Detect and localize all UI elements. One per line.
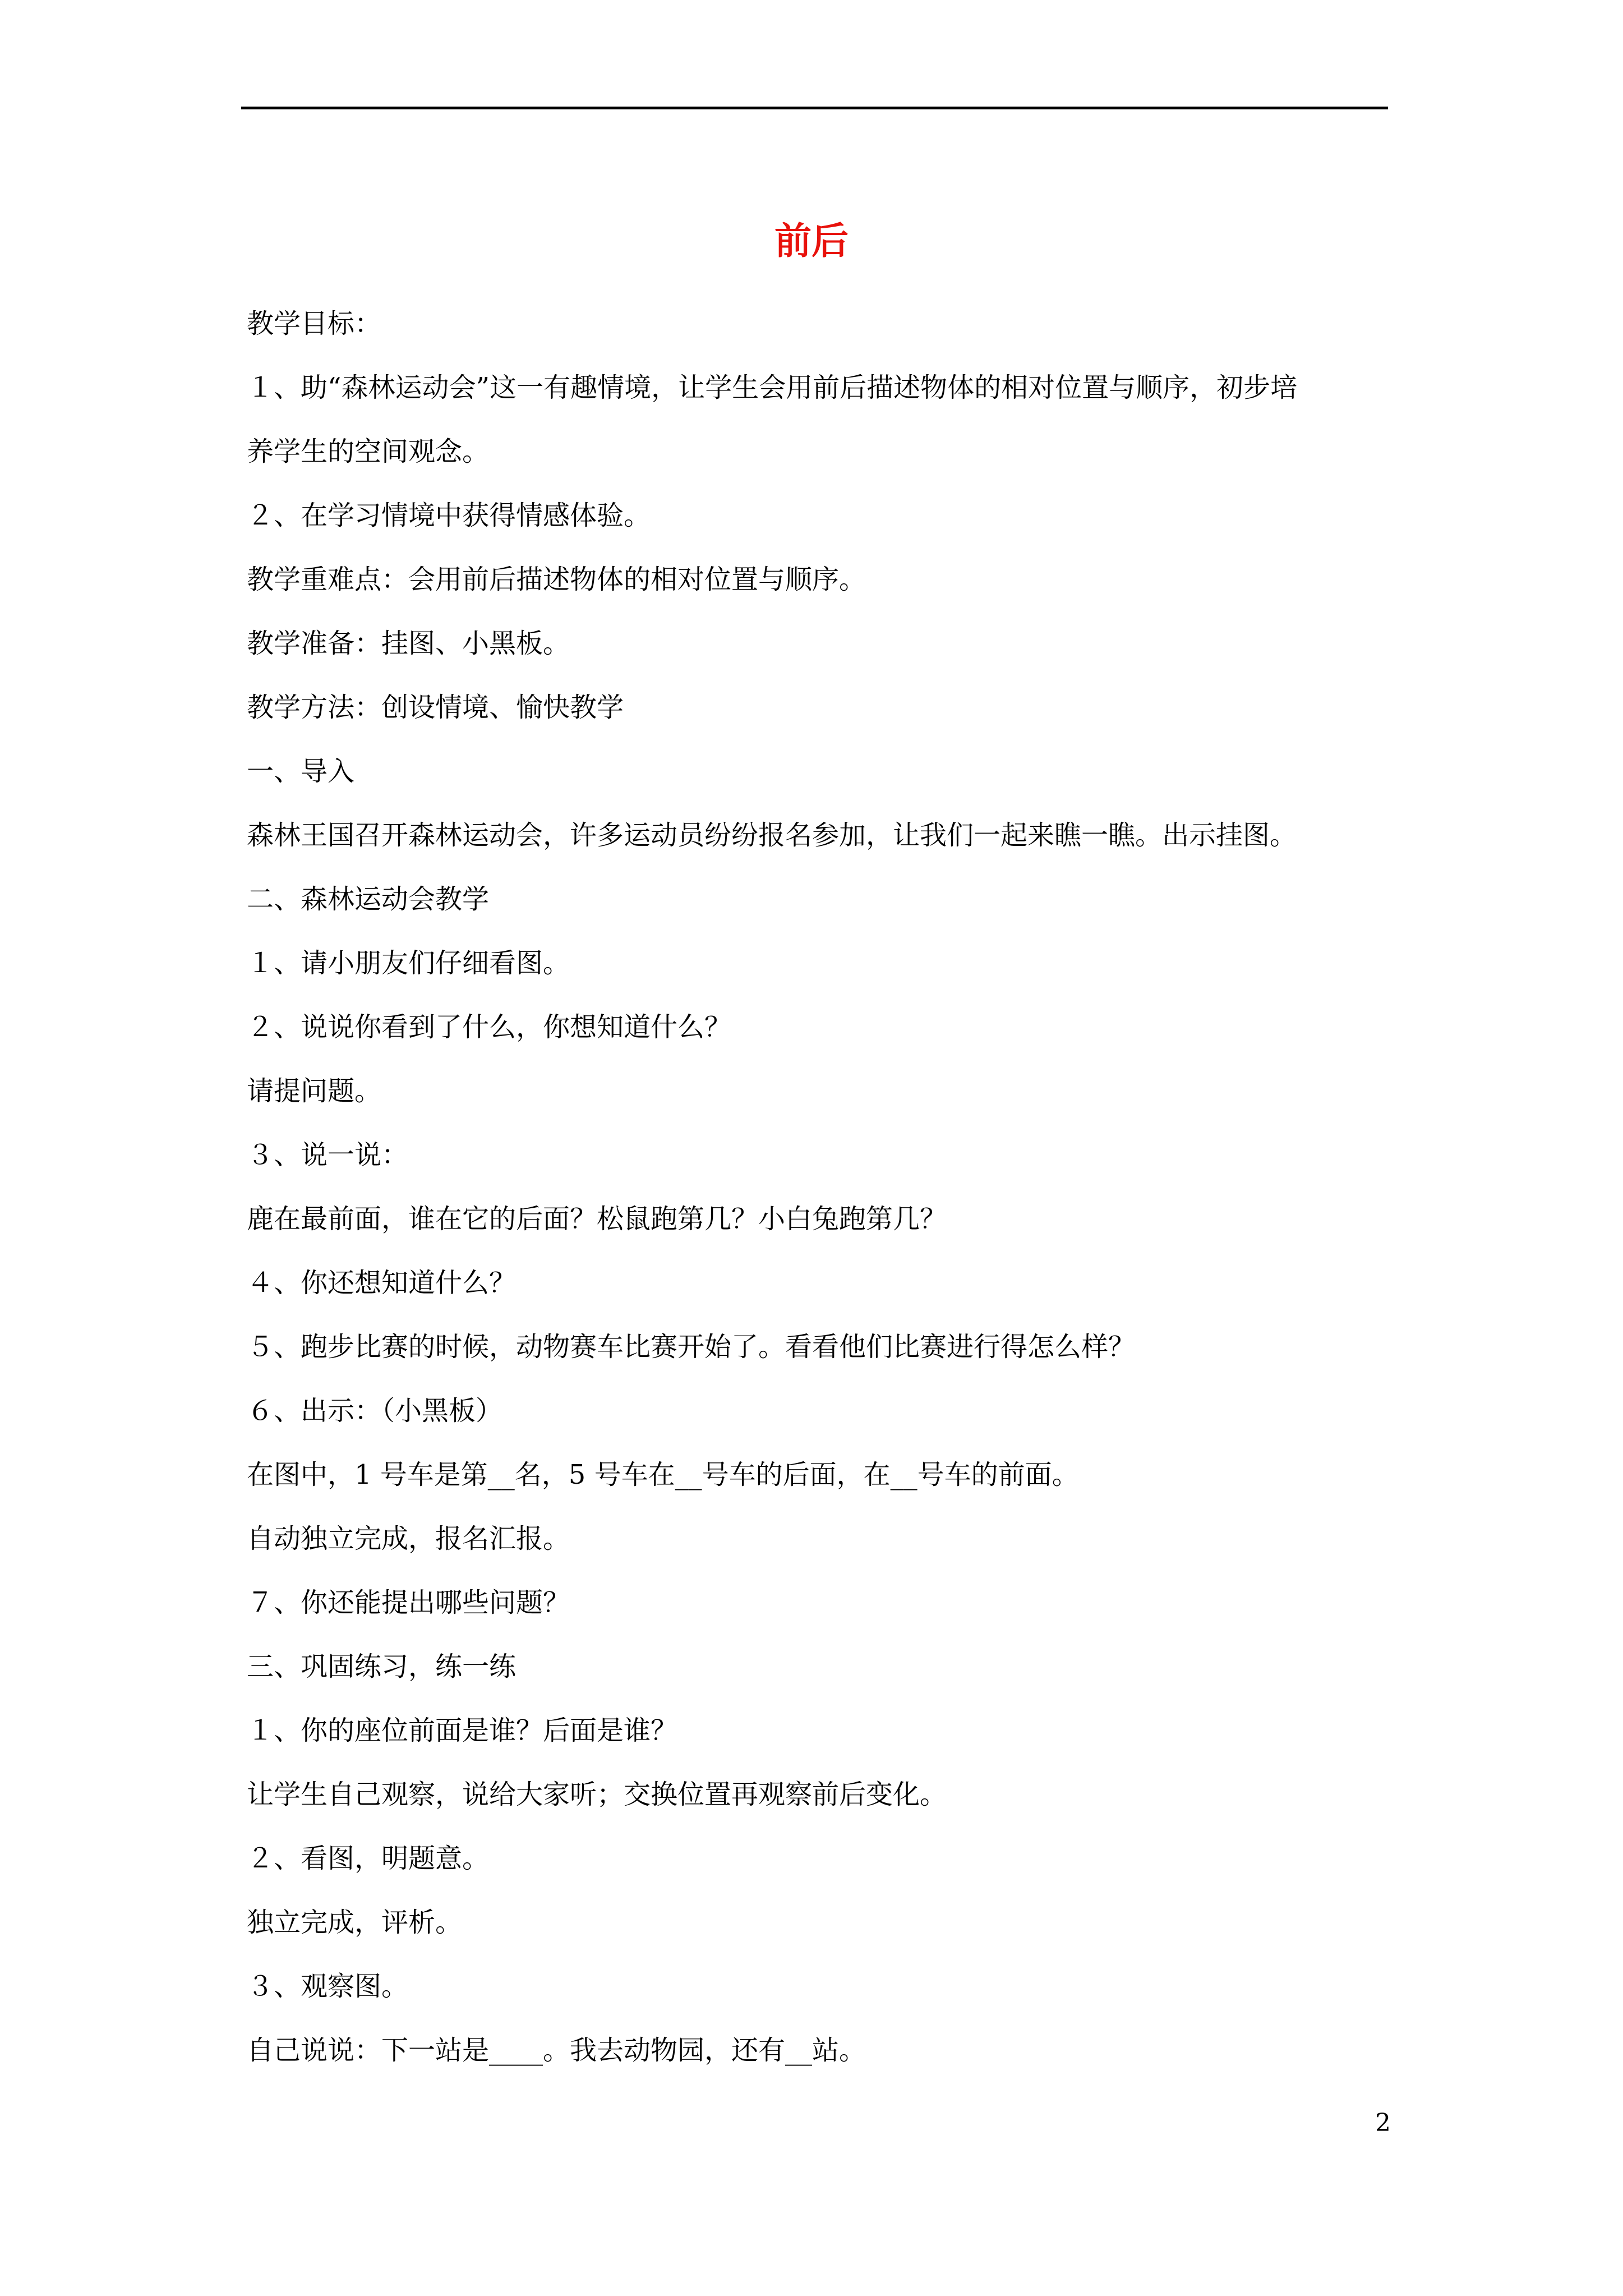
line-method: 教学方法：创设情境、愉快教学	[247, 692, 624, 723]
line-teaching-goals-heading: 教学目标：	[247, 308, 382, 339]
line-independent-report: 自动独立完成，报名汇报。	[247, 1523, 570, 1554]
line-intro-text: 森林王国召开森林运动会，许多运动员纷纷报名参加，让我们一起来瞧一瞧。出示挂图。	[247, 820, 1297, 851]
line-step-2: ２、说说你看到了什么，你想知道什么？	[247, 1011, 732, 1043]
line-practice-1: １、你的座位前面是谁？后面是谁？	[247, 1715, 678, 1746]
line-practice-3: ３、观察图。	[247, 1971, 409, 2002]
line-step-3: ３、说一说：	[247, 1139, 409, 1171]
line-step-6: ６、出示：（小黑板）	[247, 1395, 503, 1427]
page-title: 前后	[774, 219, 849, 263]
line-independent-review: 独立完成，评析。	[247, 1907, 463, 1938]
line-step-4: ４、你还想知道什么？	[247, 1267, 517, 1299]
page-number: 2	[1375, 2109, 1391, 2137]
line-preparation: 教学准备：挂图、小黑板。	[247, 628, 570, 659]
line-section-2-heading: 二、森林运动会教学	[247, 884, 490, 915]
line-goal-2: ２、在学习情境中获得情感体验。	[247, 500, 651, 531]
line-step-1: １、请小朋友们仔细看图。	[247, 947, 570, 979]
document-body	[247, 292, 1391, 2082]
line-goal-1: １、助“森林运动会”这一有趣情境，让学生会用前后描述物体的相对位置与顺序，初步培	[247, 372, 1298, 403]
line-observe-seats: 让学生自己观察，说给大家听；交换位置再观察前后变化。	[247, 1779, 947, 1810]
line-step-5: ５、跑步比赛的时候，动物赛车比赛开始了。看看他们比赛进行得怎么样？	[247, 1331, 1136, 1363]
line-section-1-heading: 一、导入	[247, 756, 355, 787]
line-deer-question: 鹿在最前面，谁在它的后面？松鼠跑第几？小白兔跑第几？	[247, 1203, 947, 1235]
line-section-3-heading: 三、巩固练习，练一练	[247, 1651, 517, 1682]
line-car-question: 在图中，1 号车是第__名，5 号车在__号车的后面，在__号车的前面。	[247, 1459, 1079, 1490]
line-step-7: ７、你还能提出哪些问题？	[247, 1587, 570, 1618]
header-rule	[241, 107, 1388, 109]
line-key-points: 教学重难点：会用前后描述物体的相对位置与顺序。	[247, 564, 866, 595]
line-practice-2: ２、看图，明题意。	[247, 1843, 490, 1874]
line-ask-questions: 请提问题。	[247, 1075, 382, 1107]
line-goal-1-cont: 养学生的空间观念。	[247, 436, 490, 467]
line-next-station: 自己说说：下一站是____。我去动物园，还有__站。	[247, 2035, 866, 2066]
